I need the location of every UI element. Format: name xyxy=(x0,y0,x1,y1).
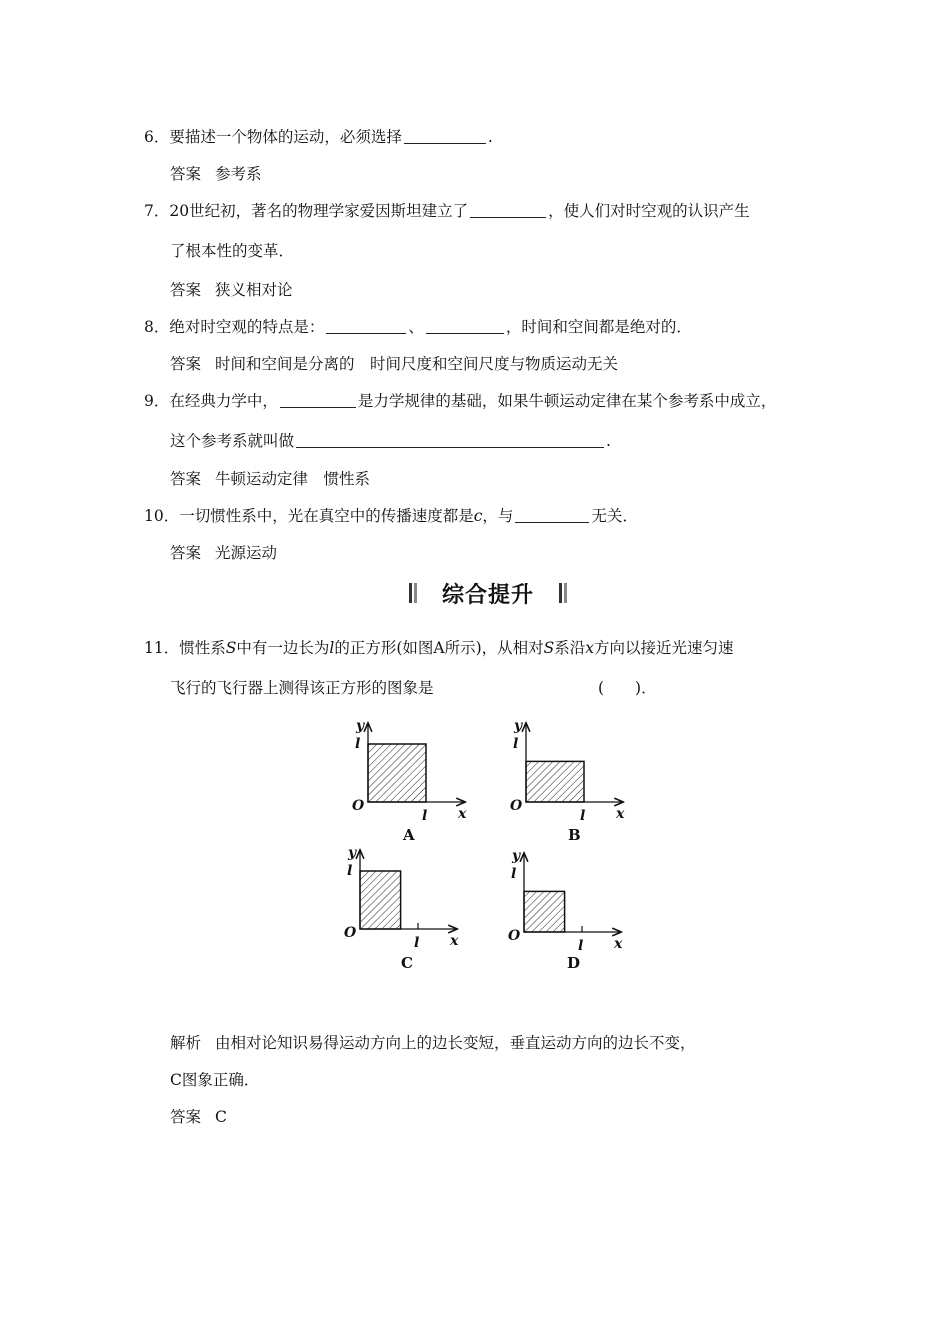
origin-label: O xyxy=(508,928,521,944)
origin-label: O xyxy=(352,798,365,814)
question-9 xyxy=(144,391,776,411)
q6-tail: . xyxy=(487,128,493,146)
q8-blank-1 xyxy=(326,318,406,334)
q11-S-symbol: S xyxy=(543,639,555,657)
q10-text: 10．一切惯性系中，光在真空中的传播速度都是 xyxy=(144,507,474,525)
q9-line2-tail: . xyxy=(606,432,611,450)
q11-analysis xyxy=(170,1033,696,1053)
option-label-d: D xyxy=(567,954,581,972)
answer-label: 答案 xyxy=(170,165,202,183)
l-label-y: l xyxy=(513,736,519,752)
l-label-y: l xyxy=(347,863,353,879)
x-label: x xyxy=(450,933,459,949)
answer-label: 答案 xyxy=(170,355,202,373)
l-label-y: l xyxy=(355,736,361,752)
q11-part: 中有一边长为 xyxy=(236,639,330,657)
x-label: x xyxy=(458,806,467,822)
diagram-a xyxy=(338,712,478,824)
title-bar-right-icon xyxy=(558,583,568,603)
answer-text: C xyxy=(215,1108,227,1126)
diagram-b xyxy=(496,712,636,824)
q11-x-symbol: x xyxy=(585,639,595,657)
option-label-c: C xyxy=(401,954,413,972)
hatched-square xyxy=(368,744,426,802)
answer-label: 答案 xyxy=(170,281,202,299)
l-label-x: l xyxy=(422,808,428,824)
q8-tail: ，时间和空间都是绝对的． xyxy=(505,318,692,336)
hatched-square xyxy=(524,891,565,932)
q8-answer xyxy=(170,354,618,374)
q10-mid: ，与 xyxy=(482,507,514,525)
diagram-c xyxy=(330,839,470,951)
answer-label: 答案 xyxy=(170,1108,202,1126)
answer-label: 答案 xyxy=(170,544,202,562)
q9-line2 xyxy=(170,431,611,451)
x-label: x xyxy=(616,806,625,822)
question-6 xyxy=(144,127,493,147)
answer-text: 参考系 xyxy=(215,165,262,183)
q11-S-symbol: S xyxy=(225,639,237,657)
q8-text: 8．绝对时空观的特点是： xyxy=(144,318,325,336)
q11-part: 的正方形(如图A所示)，从相对 xyxy=(334,639,544,657)
y-label: y xyxy=(512,848,521,864)
question-8 xyxy=(144,317,692,337)
l-label-x: l xyxy=(580,808,586,824)
question-11 xyxy=(144,638,734,658)
q9-blank-1 xyxy=(280,392,356,408)
q11-answer xyxy=(170,1107,227,1127)
y-label: y xyxy=(514,718,523,734)
q8-sep: 、 xyxy=(408,318,424,336)
q11-bracket: ( )． xyxy=(598,679,657,697)
q11-part: 系沿 xyxy=(554,639,586,657)
answer-text: 光源运动 xyxy=(215,544,278,562)
q6-answer xyxy=(170,164,262,184)
l-label-x: l xyxy=(578,938,584,954)
y-label: y xyxy=(356,718,365,734)
answer-text: 狭义相对论 xyxy=(215,281,293,299)
analysis-text: 由相对论知识易得运动方向上的边长变短，垂直运动方向的边长不变， xyxy=(215,1034,696,1052)
q11-part: 11．惯性系 xyxy=(144,639,226,657)
q7-tail: ，使人们对时空观的认识产生 xyxy=(548,202,750,220)
answer-text: 时间和空间是分离的 时间尺度和空间尺度与物质运动无关 xyxy=(215,355,619,373)
section-title-text: 综合提升 xyxy=(441,582,534,608)
q7-line2: 了根本性的变革． xyxy=(170,242,295,260)
option-label-b: B xyxy=(568,826,581,844)
q10-tail: 无关． xyxy=(591,507,638,525)
q6-text: 6．要描述一个物体的运动，必须选择 xyxy=(144,128,402,146)
question-7 xyxy=(144,201,750,221)
answer-label: 答案 xyxy=(170,470,202,488)
y-label: y xyxy=(348,845,357,861)
l-label-y: l xyxy=(511,866,517,882)
section-title xyxy=(398,577,578,609)
q10-blank xyxy=(515,507,589,523)
q7-answer xyxy=(170,280,293,300)
hatched-square xyxy=(526,761,584,802)
q6-blank xyxy=(404,128,486,144)
x-label: x xyxy=(614,936,623,952)
question-10 xyxy=(144,506,638,526)
q8-blank-2 xyxy=(426,318,504,334)
q11-analysis-line2: C图象正确． xyxy=(170,1071,260,1089)
hatched-square xyxy=(360,871,401,929)
q11-part: 方向以接近光速匀速 xyxy=(594,639,734,657)
q9-answer xyxy=(170,469,370,489)
l-label-x: l xyxy=(414,935,420,951)
q10-c-symbol: c xyxy=(473,507,483,525)
q9-blank-2 xyxy=(296,432,604,448)
q11-l-symbol: l xyxy=(329,639,335,657)
q10-answer xyxy=(170,543,277,563)
origin-label: O xyxy=(344,925,357,941)
origin-label: O xyxy=(510,798,523,814)
q9-text: 9．在经典力学中， xyxy=(144,392,278,410)
q7-blank xyxy=(470,202,546,218)
q7-text: 7．20世纪初，著名的物理学家爱因斯坦建立了 xyxy=(144,202,469,220)
diagram-d xyxy=(494,842,634,954)
title-bar-left-icon xyxy=(408,583,418,603)
q11-line2: 飞行的飞行器上测得该正方形的图象是 xyxy=(170,679,434,697)
answer-text: 牛顿运动定律 惯性系 xyxy=(215,470,371,488)
analysis-label: 解析 xyxy=(170,1034,202,1052)
q9-tail: 是力学规律的基础，如果牛顿运动定律在某个参考系中成立， xyxy=(357,392,777,410)
q9-line2-text: 这个参考系就叫做 xyxy=(170,432,295,450)
option-label-a: A xyxy=(403,826,415,844)
